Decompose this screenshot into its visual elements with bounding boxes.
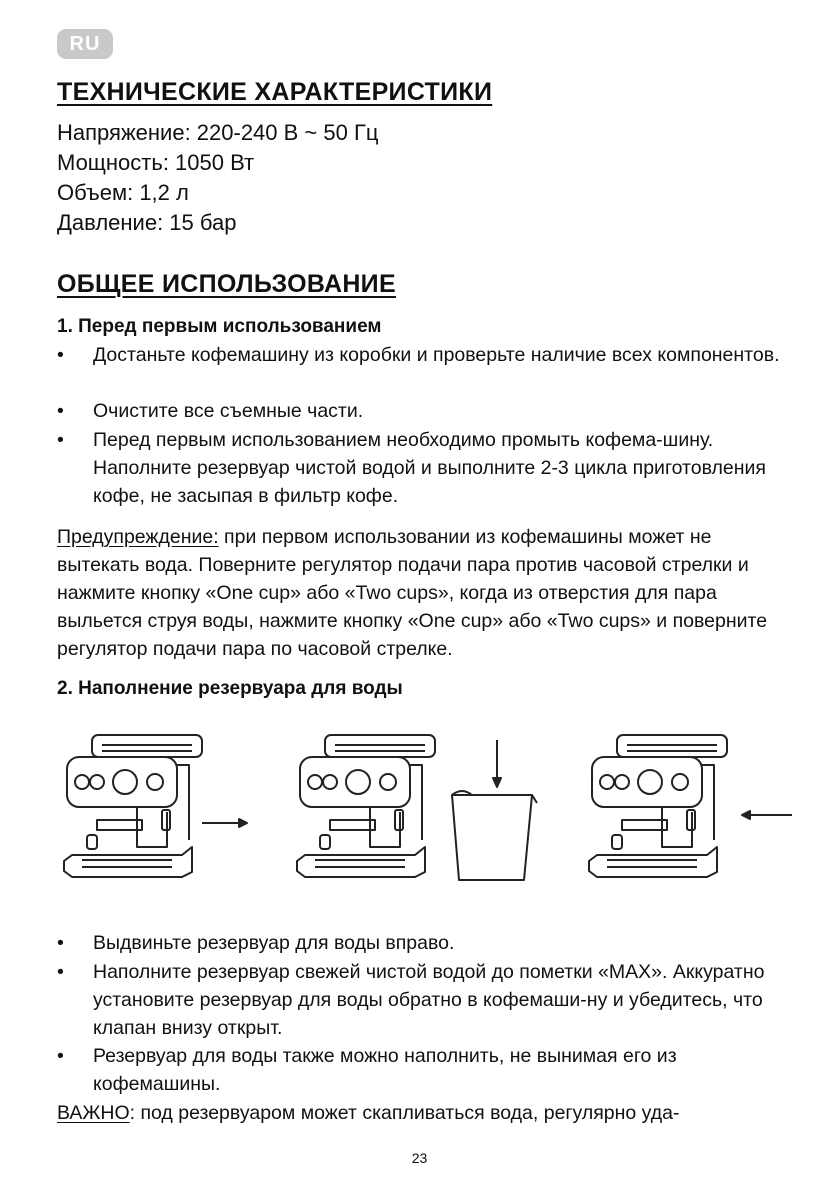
list-item xyxy=(57,958,797,1042)
warning-paragraph xyxy=(57,523,792,663)
language-badge: RU xyxy=(57,29,113,59)
important-text: : под резервуаром может скапливаться вода, регулярно уда- xyxy=(129,1102,680,1124)
list-item xyxy=(57,426,797,510)
reservoir-filling-illustration xyxy=(57,725,797,900)
list-item xyxy=(57,341,797,369)
water-reservoir-illustration xyxy=(452,740,537,880)
list-item-text: Очистите все съемные части. xyxy=(93,400,364,422)
subheading-first-use: 1. Перед первым использованием xyxy=(57,316,382,337)
coffee-machine-illustration-2 xyxy=(297,735,435,877)
bullet-dot: • xyxy=(57,344,64,366)
list-item xyxy=(57,397,797,425)
list-item-text: Наполните резервуар свежей чистой водой до пометки «MAX». Аккуратно установите резервуар для воды обратно в кофемаши-ну и убедитесь, что клапан внизу открыт. xyxy=(93,961,765,1039)
list-item-text: Перед первым использованием необходимо промыть кофема-шину. Наполните резервуар чистой водой и выполните 2-3 цикла приготовления кофе, не засыпая в фильтр кофе. xyxy=(93,429,766,507)
list-item xyxy=(57,1042,797,1098)
bullet-dot: • xyxy=(57,932,64,954)
important-label: ВАЖНО xyxy=(57,1102,130,1124)
list-item-text: Резервуар для воды также можно наполнить, не вынимая его из кофемашины. xyxy=(93,1045,677,1095)
bullet-dot: • xyxy=(57,429,64,451)
bullet-dot: • xyxy=(57,1045,64,1067)
spec-power: Мощность: 1050 Вт xyxy=(57,150,255,175)
spec-volume: Объем: 1,2 л xyxy=(57,180,189,205)
list-item-text: Выдвиньте резервуар для воды вправо. xyxy=(93,932,455,954)
coffee-machine-illustration-1 xyxy=(64,735,202,877)
list-item xyxy=(57,929,797,957)
bullet-dot: • xyxy=(57,961,64,983)
subheading-fill-reservoir: 2. Наполнение резервуара для воды xyxy=(57,678,403,699)
page-number: 23 xyxy=(411,1150,428,1166)
warning-label: Предупреждение: xyxy=(57,526,219,548)
section-title-specs: ТЕХНИЧЕСКИЕ ХАРАКТЕРИСТИКИ xyxy=(57,78,493,106)
spec-pressure: Давление: 15 бар xyxy=(57,210,237,235)
warning-text: при первом использовании из кофемашины может не вытекать вода. Поверните регулятор подачи пара против часовой стрелки и нажмите кнопку «One cup» або «Two cups», когда из отверстия для пара выльется струя воды, нажмите кнопку «One cup» або «Two cups» и поверните регулятор подачи пара по часовой стрелке. xyxy=(57,526,768,660)
coffee-machine-illustration-3 xyxy=(589,735,727,877)
important-paragraph xyxy=(57,1099,792,1127)
bullet-dot: • xyxy=(57,400,64,422)
section-title-usage: ОБЩЕЕ ИСПОЛЬЗОВАНИЕ xyxy=(57,270,396,298)
list-item-text: Достаньте кофемашину из коробки и проверьте наличие всех компонентов. xyxy=(93,344,780,366)
spec-voltage: Напряжение: 220-240 В ~ 50 Гц xyxy=(57,120,379,145)
